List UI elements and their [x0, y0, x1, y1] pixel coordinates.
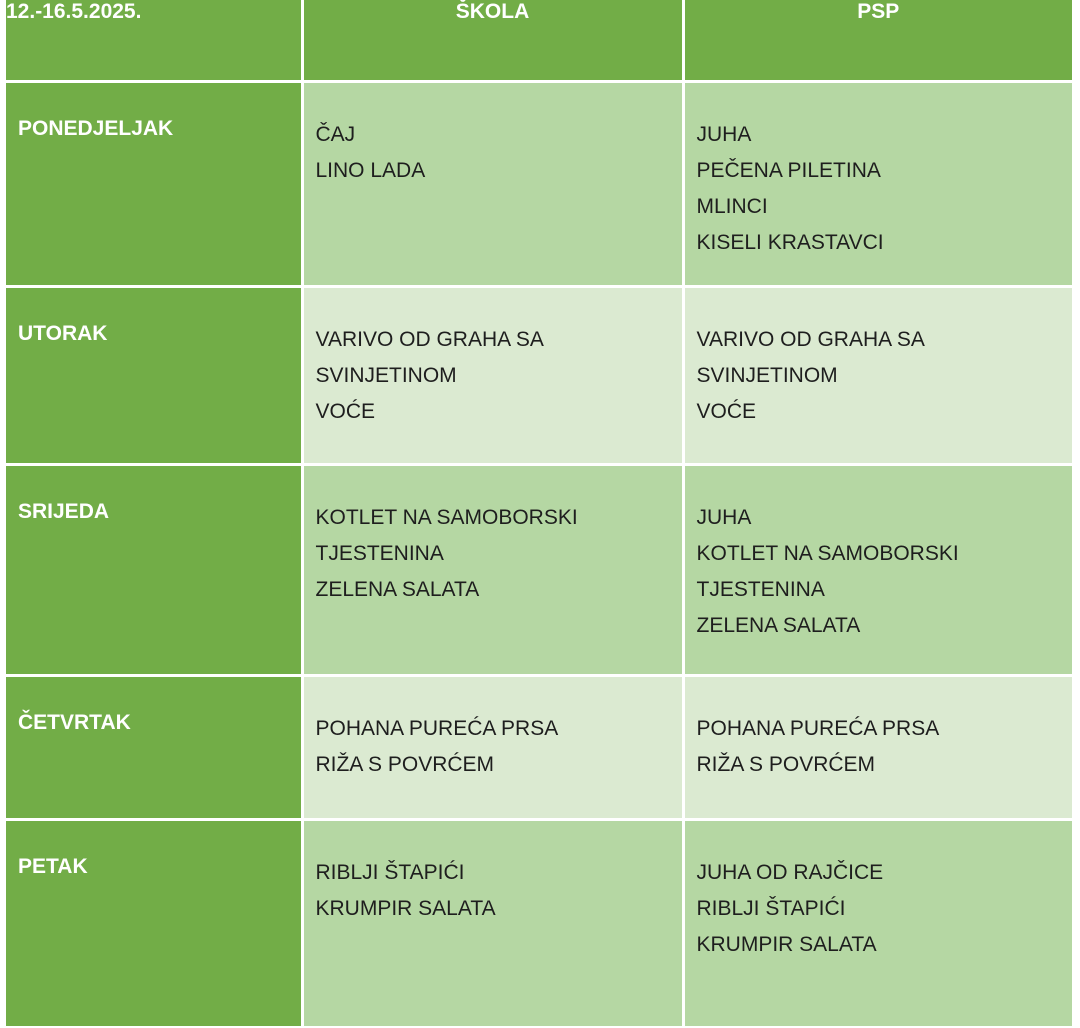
- school-menu-cell: [302, 81, 683, 286]
- menu-item: ZELENA SALATA: [315, 577, 480, 601]
- menu-item: KRUMPIR SALATA: [315, 896, 496, 920]
- psp-menu-cell: [683, 464, 1072, 675]
- menu-item: VARIVO OD GRAHA SA: [315, 327, 544, 351]
- menu-item: TJESTENINA: [696, 577, 825, 601]
- day-label: PONEDJELJAK: [6, 81, 302, 286]
- menu-item: JUHA: [696, 122, 752, 146]
- menu-item: SVINJETINOM: [696, 363, 838, 387]
- menu-item: RIŽA S POVRĆEM: [696, 752, 876, 776]
- menu-item: PEČENA PILETINA: [696, 158, 881, 182]
- school-menu-cell: [302, 464, 683, 675]
- menu-item: JUHA: [696, 505, 752, 529]
- menu-item: KOTLET NA SAMOBORSKI: [315, 505, 578, 529]
- menu-item: MLINCI: [696, 194, 768, 218]
- psp-menu-cell: [683, 675, 1072, 819]
- day-row-tuesday: [6, 286, 1072, 464]
- psp-menu-cell: [683, 819, 1072, 1026]
- menu-item: POHANA PUREĆA PRSA: [315, 716, 559, 740]
- day-label: PETAK: [6, 819, 302, 1026]
- menu-item: TJESTENINA: [315, 541, 444, 565]
- date-range-header: 12.-16.5.2025.: [6, 0, 302, 81]
- day-row-friday: [6, 819, 1072, 1026]
- day-label: ČETVRTAK: [6, 675, 302, 819]
- menu-item: KRUMPIR SALATA: [696, 932, 877, 956]
- school-menu-cell: [302, 675, 683, 819]
- day-row-thursday: [6, 675, 1072, 819]
- menu-item: POHANA PUREĆA PRSA: [696, 716, 940, 740]
- menu-item: LINO LADA: [315, 158, 426, 182]
- menu-item: ČAJ: [315, 122, 356, 146]
- menu-item: RIŽA S POVRĆEM: [315, 752, 495, 776]
- menu-item: JUHA OD RAJČICE: [696, 860, 884, 884]
- day-label: SRIJEDA: [6, 464, 302, 675]
- menu-item: RIBLJI ŠTAPIĆI: [315, 860, 465, 884]
- psp-column-header: PSP: [683, 0, 1072, 81]
- school-menu-cell: [302, 819, 683, 1026]
- menu-item: VOĆE: [315, 399, 376, 423]
- day-row-monday: [6, 81, 1072, 286]
- menu-item: VARIVO OD GRAHA SA: [696, 327, 925, 351]
- menu-item: RIBLJI ŠTAPIĆI: [696, 896, 846, 920]
- weekly-menu-table: [6, 0, 1072, 1026]
- menu-item: VOĆE: [696, 399, 757, 423]
- psp-menu-cell: [683, 286, 1072, 464]
- psp-menu-cell: [683, 81, 1072, 286]
- header-row: [6, 0, 1072, 81]
- menu-item: ZELENA SALATA: [696, 613, 861, 637]
- menu-item: KISELI KRASTAVCI: [696, 230, 884, 254]
- school-menu-cell: [302, 286, 683, 464]
- school-column-header: ŠKOLA: [302, 0, 683, 81]
- day-label: UTORAK: [6, 286, 302, 464]
- menu-item: KOTLET NA SAMOBORSKI: [696, 541, 959, 565]
- menu-item: SVINJETINOM: [315, 363, 457, 387]
- day-row-wednesday: [6, 464, 1072, 675]
